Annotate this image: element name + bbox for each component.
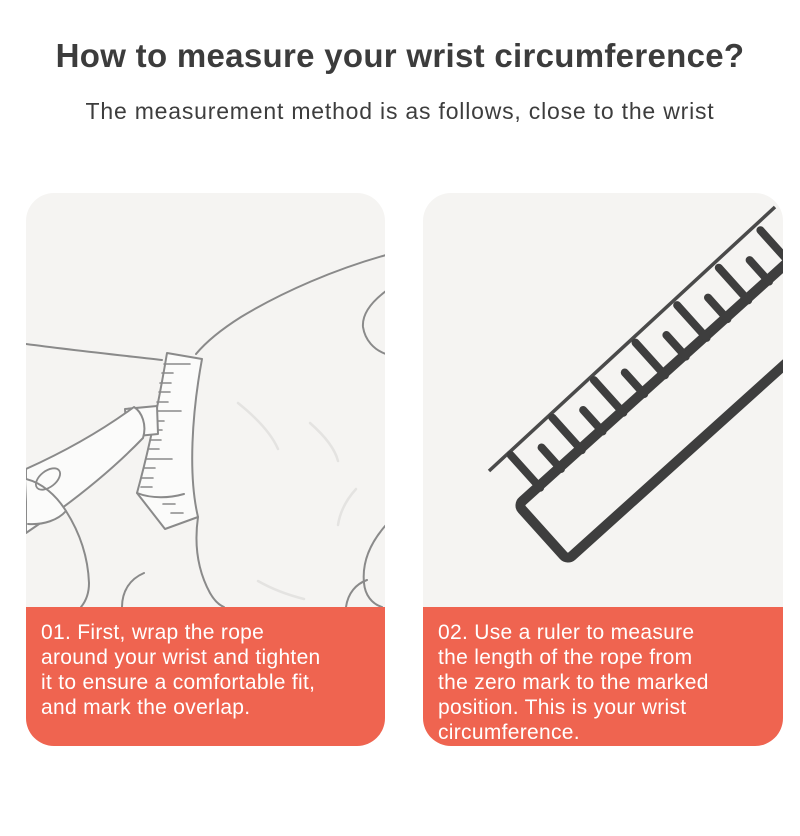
ruler-outline <box>518 193 783 560</box>
ruler-icon <box>423 193 783 607</box>
step1-caption <box>26 607 385 746</box>
step2-caption <box>423 607 783 746</box>
caption-line: and mark the overlap. <box>41 696 251 719</box>
arm-shading <box>238 403 356 599</box>
caption-line: circumference. <box>438 721 580 744</box>
caption-line: the length of the rope from <box>438 646 693 669</box>
palm-outline <box>66 511 89 607</box>
measuring-tape <box>137 353 202 529</box>
step-card-2 <box>423 193 783 746</box>
steps-row <box>26 193 783 746</box>
page-subtitle: The measurement method is as follows, close to the wrist <box>85 98 715 124</box>
caption-line: it to ensure a comfortable fit, <box>41 671 316 694</box>
ruler-body <box>490 193 783 560</box>
caption-line: 01. First, wrap the rope <box>41 621 265 644</box>
caption-line: position. This is your wrist <box>438 696 687 719</box>
wrist-rope-illustration <box>26 193 385 607</box>
caption-line: 02. Use a ruler to measure <box>438 621 695 644</box>
infographic <box>0 36 800 746</box>
arm-outline <box>26 255 385 607</box>
step-card-1 <box>26 193 385 746</box>
pointing-hand <box>26 407 144 607</box>
caption-line: the zero mark to the marked <box>438 671 709 694</box>
step2-illustration <box>423 193 783 607</box>
finger-crease <box>122 573 144 607</box>
step1-illustration <box>26 193 385 607</box>
caption-line: around your wrist and tighten <box>41 646 321 669</box>
rope-line <box>489 207 775 471</box>
page-title: How to measure your wrist circumference? <box>55 37 745 74</box>
